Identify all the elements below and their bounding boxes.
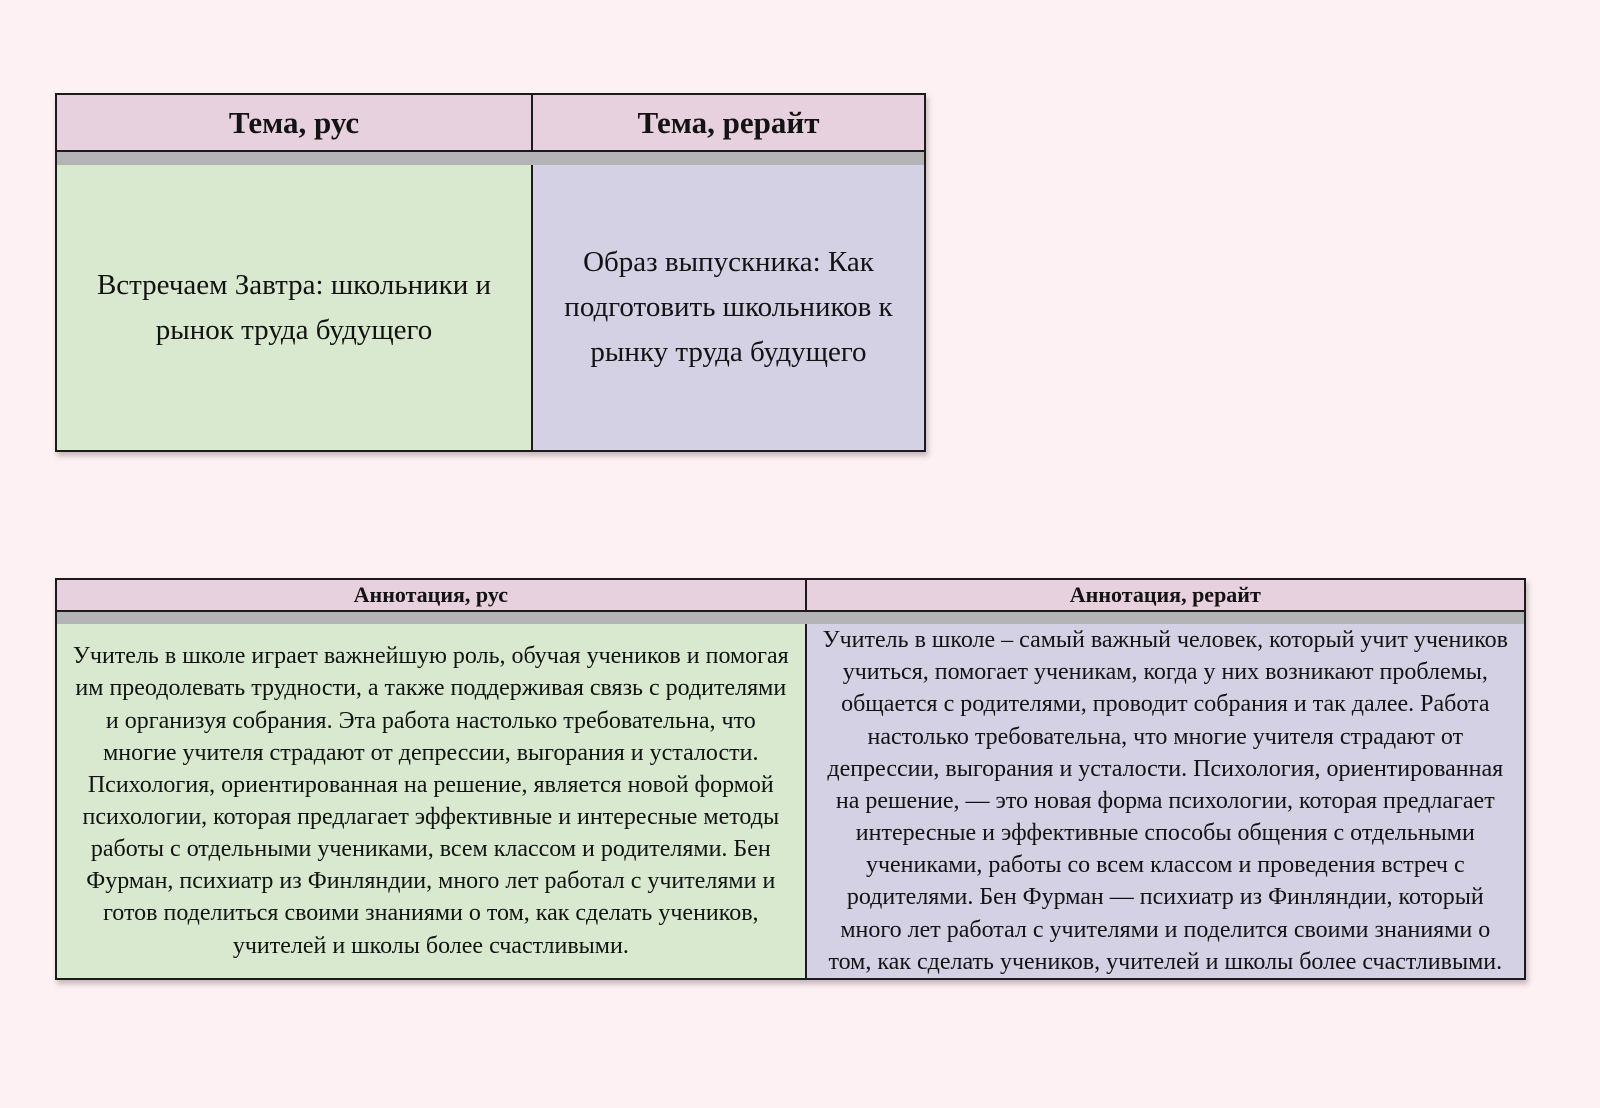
- theme-table-header-rus: Тема, рус: [57, 95, 533, 150]
- theme-table-header-row: [57, 95, 924, 152]
- annotation-table-body-row: [57, 624, 1524, 978]
- theme-rus-cell: Встречаем Завтра: школьники и рынок труда будущего: [57, 165, 533, 450]
- annotation-table-header-rewrite: Аннотация, рерайт: [1069, 582, 1261, 607]
- theme-table: [55, 93, 926, 452]
- annotation-table: [55, 578, 1526, 980]
- theme-table-body-row: [57, 165, 924, 450]
- annotation-rus-cell: Учитель в школе играет важнейшую роль, обучая учеников и помогая им преодолевать трудности, а также поддерживая связь с родителями и организуя собрания. Эта работа настолько требовательна, что многие учителя страдают от депрессии, выгорания и усталости. Психология, ориентированная на решение, является новой формой психологии, которая предлагает эффективные и интересные методы работы с отдельными учениками, всем классом и родителями. Бен Фурман, психиатр из Финляндии, много лет работал с учителями и готов поделиться своими знаниями о том, как сделать учеников, учителей и школы более счастливыми.: [57, 624, 807, 978]
- theme-table-header-separator: [57, 152, 924, 165]
- annotation-table-header-rus: Аннотация, рус: [57, 580, 807, 610]
- annotation-table-header-separator: [57, 612, 1524, 624]
- annotation-rewrite-cell: Учитель в школе – самый важный человек, который учит учеников учиться, помогает ученикам, когда у них возникают проблемы, общается с родителями, проводит собрания и так далее. Работа настолько требовательна, что многие учителя страдают от депрессии, выгорания и усталости. Психология, ориентированная на решение, — это новая форма психологии, которая предлагает интересные и эффективные способы общения с отдельными учениками, работы со всем классом и проведения встреч с родителями. Бен Фурман — психиатр из Финляндии, который много лет работал с учителями и поделится своими знаниями о том, как сделать учеников, учителей и школы более счастливыми.: [807, 624, 1524, 978]
- theme-rewrite-cell: Образ выпускника: Как подготовить школьников к рынку труда будущего: [533, 165, 924, 450]
- annotation-table-header-row: [57, 580, 1524, 612]
- theme-table-header-rewrite: Тема, рерайт: [637, 104, 820, 140]
